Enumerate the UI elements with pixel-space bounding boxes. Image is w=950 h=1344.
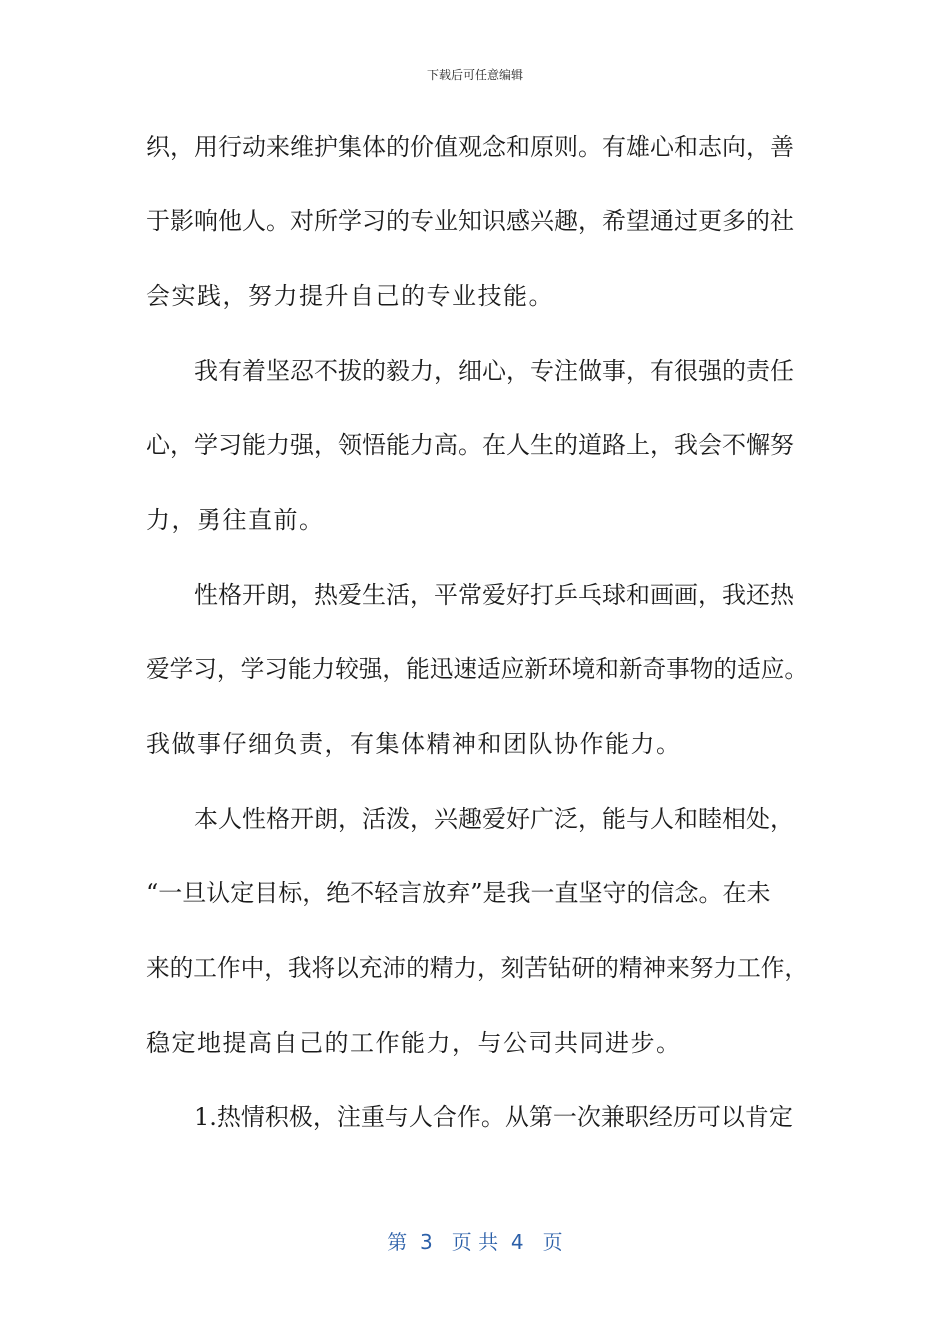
body-line: 力，勇往直前。 <box>146 506 325 534</box>
body-line: 来的工作中，我将以充沛的精力，刻苦钻研的精神来努力工作， <box>146 954 808 982</box>
body-line: 稳定地提高自己的工作能力，与公司共同进步。 <box>146 1029 682 1057</box>
body-line: 爱学习，学习能力较强，能迅速适应新环境和新奇事物的适应。 <box>146 655 808 683</box>
body-line: “一旦认定目标，绝不轻言放弃”是我一直坚守的信念。在未 <box>146 879 771 907</box>
paragraph-start: 1.热情积极，注重与人合作。从第一次兼职经历可以肯定 <box>194 1103 793 1131</box>
page-number-footer: 第 3 页 共 4 页 <box>387 1230 563 1254</box>
paragraph-start: 本人性格开朗，活泼，兴趣爱好广泛，能与人和睦相处， <box>194 805 794 833</box>
page-header: 下载后可任意编辑 <box>426 68 523 82</box>
paragraph-start: 性格开朗，热爱生活，平常爱好打乒乓球和画画，我还热 <box>194 581 794 609</box>
body-line: 我做事仔细负责，有集体精神和团队协作能力。 <box>146 730 682 758</box>
body-line: 会实践，努力提升自己的专业技能。 <box>146 282 554 310</box>
body-line: 织，用行动来维护集体的价值观念和原则。有雄心和志向，善 <box>146 133 794 161</box>
body-line: 心，学习能力强，领悟能力高。在人生的道路上，我会不懈努 <box>146 431 794 459</box>
paragraph-start: 我有着坚忍不拔的毅力，细心，专注做事，有很强的责任 <box>194 357 794 385</box>
body-line: 于影响他人。对所学习的专业知识感兴趣，希望通过更多的社 <box>146 207 794 235</box>
